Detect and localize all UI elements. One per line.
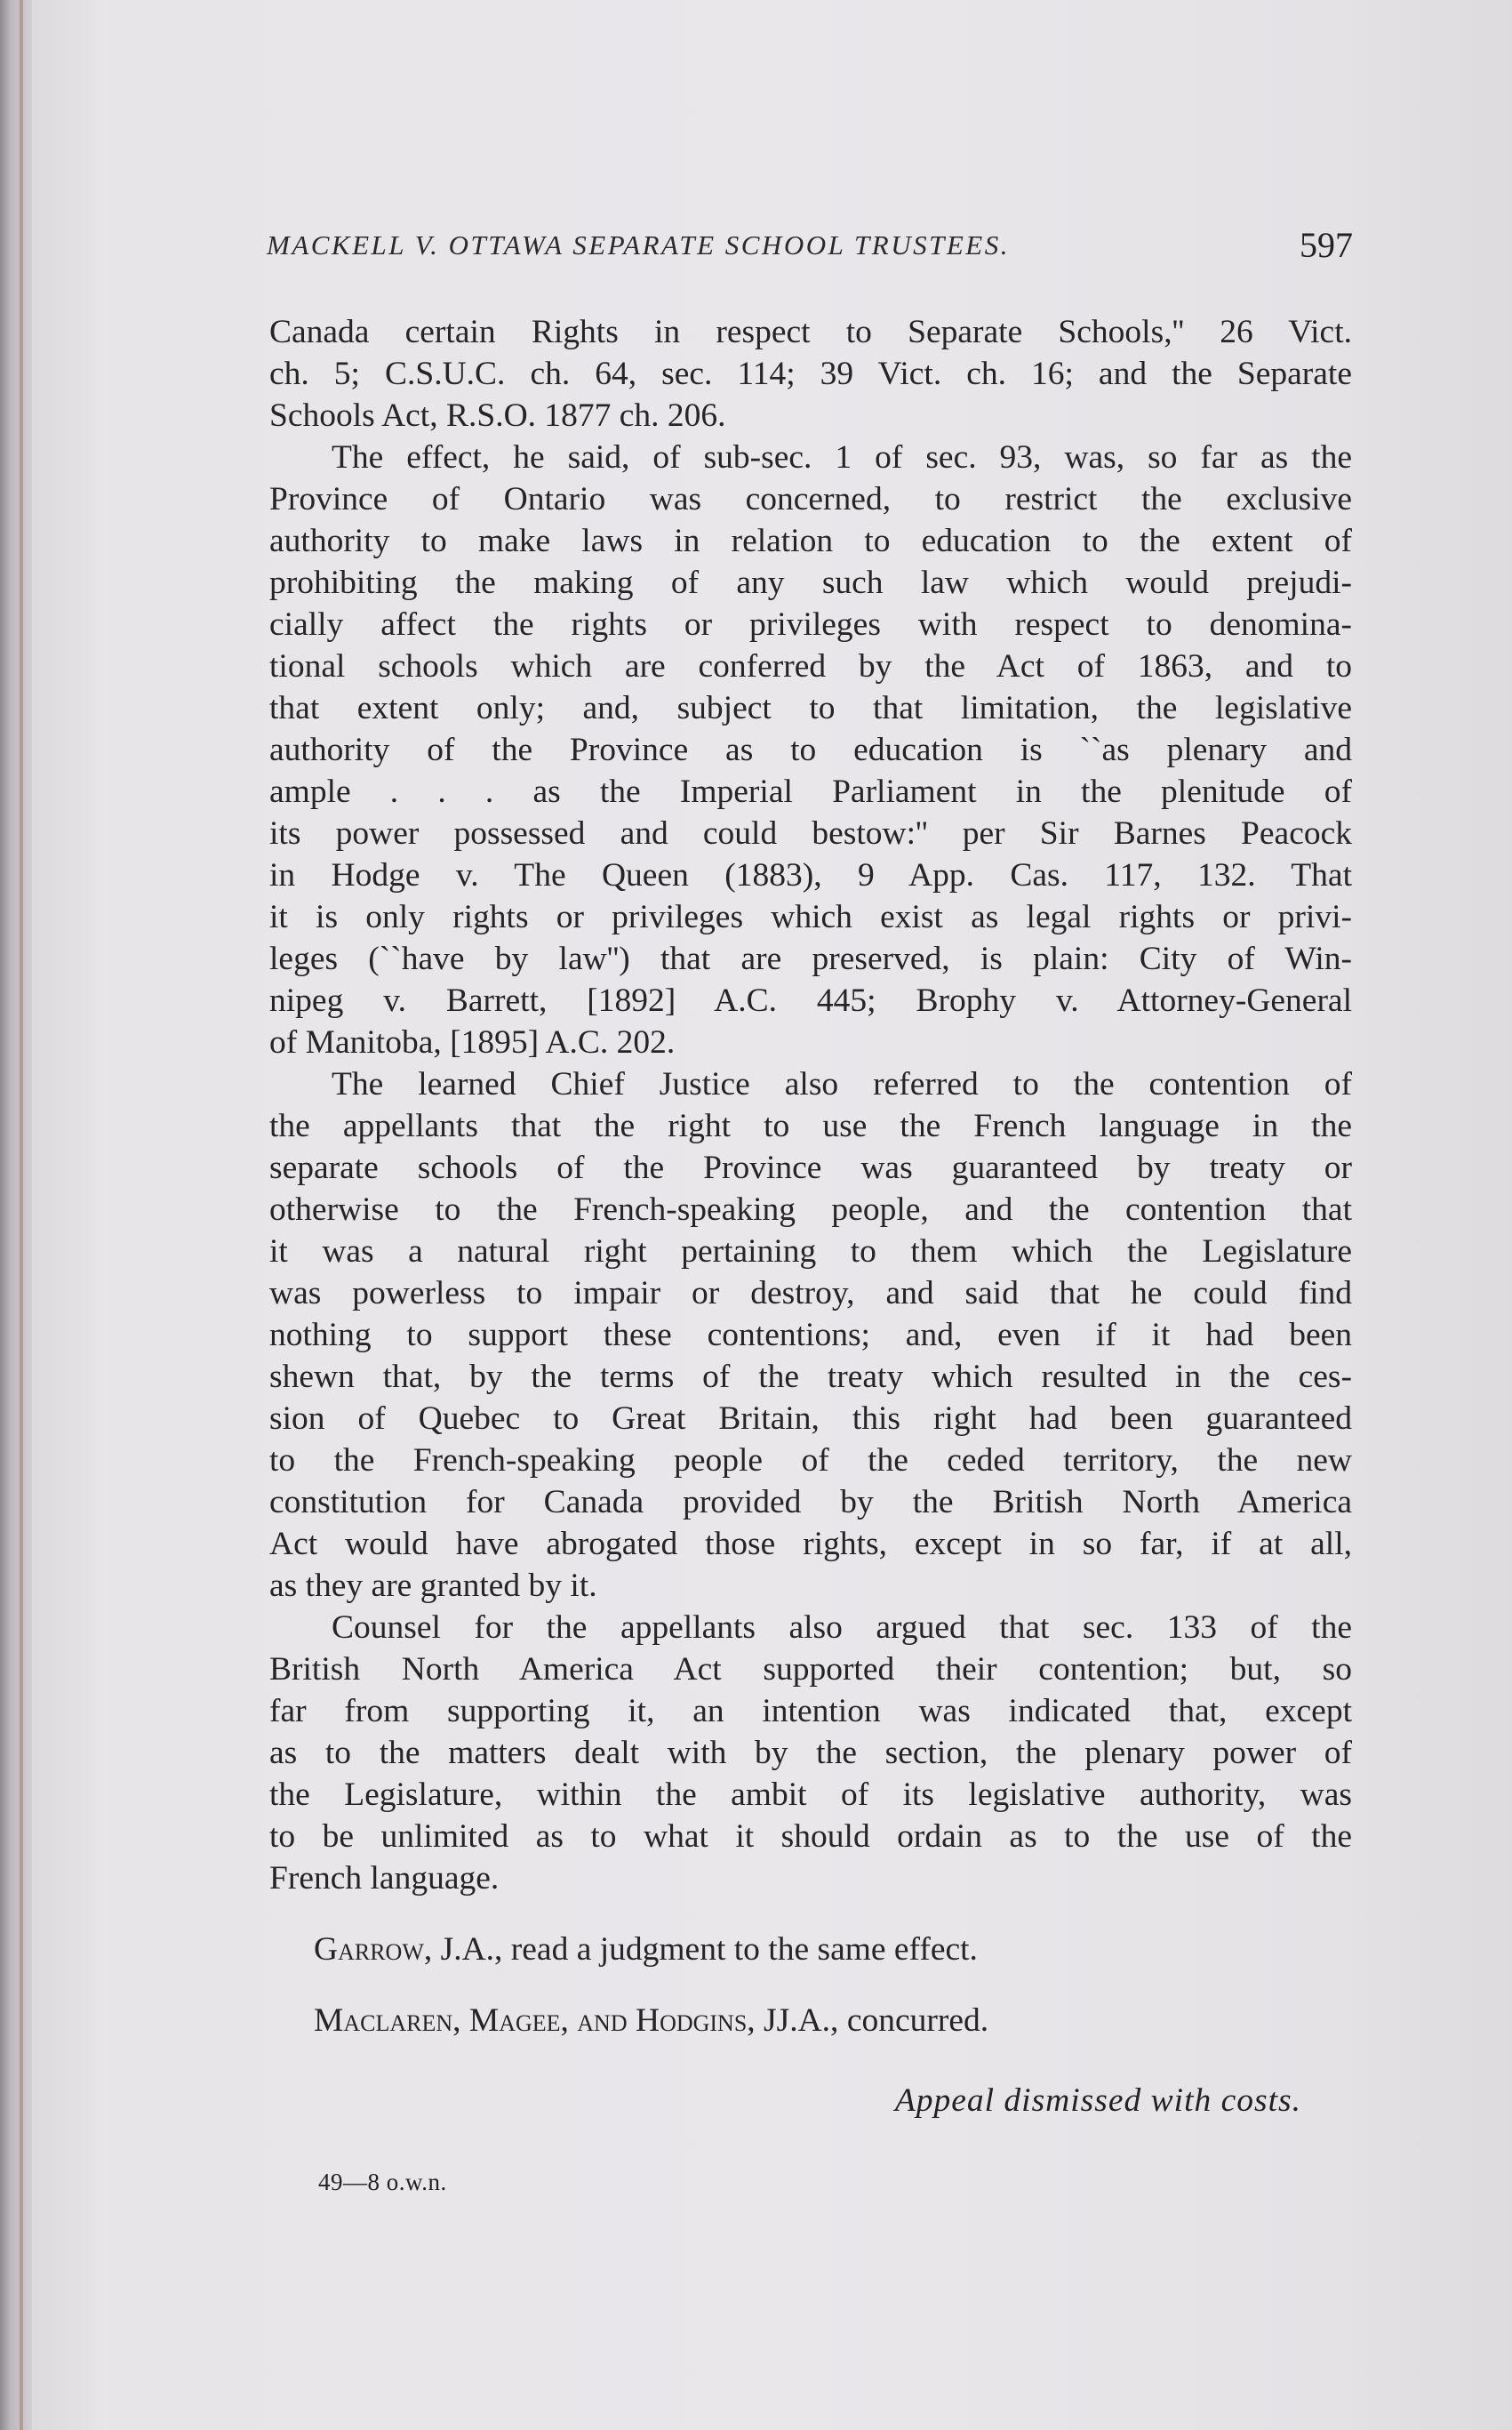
text-line: ch. 5; C.S.U.C. ch. 64, sec. 114; 39 Vict. ch. 16; and the Separate (269, 356, 1352, 392)
text-line: as to the matters dealt with by the section, the plenary power of (269, 1735, 1352, 1771)
text-line: the Legislature, within the ambit of its legislative authority, was (269, 1776, 1352, 1813)
text-line: nipeg v. Barrett, [1892] A.C. 445; Brophy v. Attorney-General (269, 982, 1352, 1019)
text-line: its power possessed and could bestow:'' per Sir Barnes Peacock (269, 815, 1352, 852)
paragraph-effect-of-section-93 (269, 437, 1352, 1063)
paragraph-continuation (269, 311, 1352, 437)
text-line: was powerless to impair or destroy, and said that he could find (269, 1275, 1352, 1311)
text-line: The effect, he said, of sub-sec. 1 of sec. 93, was, so far as the (332, 439, 1352, 476)
text-line: Counsel for the appellants also argued that sec. 133 of the (332, 1609, 1352, 1646)
text-line: in Hodge v. The Queen (1883), 9 App. Cas. 117, 132. That (269, 857, 1352, 894)
printer-signature-mark: 49—8 o.w.n. (318, 2169, 447, 2195)
page-number: 597 (1300, 225, 1353, 265)
text-line: separate schools of the Province was guaranteed by treaty or (269, 1150, 1352, 1186)
concurrence-others-text: concurred. (838, 2002, 989, 2039)
text-line: it was a natural right pertaining to them which the Legislature (269, 1233, 1352, 1270)
text-line: nothing to support these contentions; and, even if it had been (269, 1317, 1352, 1353)
disposition: Appeal dismissed with costs. (894, 2082, 1301, 2119)
judge-name-garrow: Garrow, J.A., (314, 1931, 503, 1968)
concurrence-garrow (269, 1929, 1352, 1970)
text-line: as they are granted by it. (269, 1568, 597, 1604)
text-line: sion of Quebec to Great Britain, this right had been guaranteed (269, 1400, 1352, 1437)
text-line: Canada certain Rights in respect to Separate Schools,'' 26 Vict. (269, 314, 1352, 350)
text-line: to be unlimited as to what it should ordain as to the use of the (269, 1818, 1352, 1855)
text-line: constitution for Canada provided by the British North America (269, 1484, 1352, 1520)
text-line: shewn that, by the terms of the treaty which resulted in the ces- (269, 1359, 1352, 1395)
running-head (267, 225, 1353, 274)
text-line: leges (``have by law'') that are preserved, is plain: City of Win- (269, 941, 1352, 977)
text-line: authority to make laws in relation to education to the extent of (269, 523, 1352, 559)
text-line: British North America Act supported their contention; but, so (269, 1651, 1352, 1688)
text-line: to the French-speaking people of the ceded territory, the new (269, 1442, 1352, 1479)
text-line: prohibiting the making of any such law which would prejudi- (269, 565, 1352, 601)
text-line: far from supporting it, an intention was indicated that, except (269, 1693, 1352, 1729)
binding-edge (20, 0, 23, 2430)
text-line: Act would have abrogated those rights, except in so far, if at all, (269, 1526, 1352, 1562)
text-line: ample . . . as the Imperial Parliament in the plenitude of (269, 774, 1352, 810)
paragraph-french-language-contention (269, 1063, 1352, 1607)
text-line: of Manitoba, [1895] A.C. 202. (269, 1024, 676, 1061)
text-line: otherwise to the French-speaking people, and the contention that (269, 1191, 1352, 1228)
text-line: Schools Act, R.S.O. 1877 ch. 206. (269, 397, 726, 434)
text-line: authority of the Province as to education is ``as plenary and (269, 732, 1352, 768)
paragraph-section-133-argument (269, 1607, 1352, 1899)
concurrence-garrow-text: read a judgment to the same effect. (502, 1931, 978, 1968)
text-line: Province of Ontario was concerned, to restrict the exclusive (269, 481, 1352, 517)
judgment-body (269, 311, 1352, 2041)
running-title: MACKELL V. OTTAWA SEPARATE SCHOOL TRUSTEES. (267, 229, 1010, 261)
concurrence-others (269, 2000, 1352, 2041)
text-line: it is only rights or privileges which exist as legal rights or privi- (269, 899, 1352, 935)
text-line: tional schools which are conferred by the Act of 1863, and to (269, 648, 1352, 685)
judge-names-others: Maclaren, Magee, and Hodgins, JJ.A., (314, 2002, 839, 2039)
text-line: the appellants that the right to use the French language in the (269, 1108, 1352, 1144)
text-line: that extent only; and, subject to that limitation, the legislative (269, 690, 1352, 726)
book-spine-shadow (0, 0, 32, 2430)
text-line: cially affect the rights or privileges with respect to denomina- (269, 606, 1352, 643)
text-line: French language. (269, 1860, 500, 1897)
text-line: The learned Chief Justice also referred to the contention of (332, 1066, 1352, 1103)
